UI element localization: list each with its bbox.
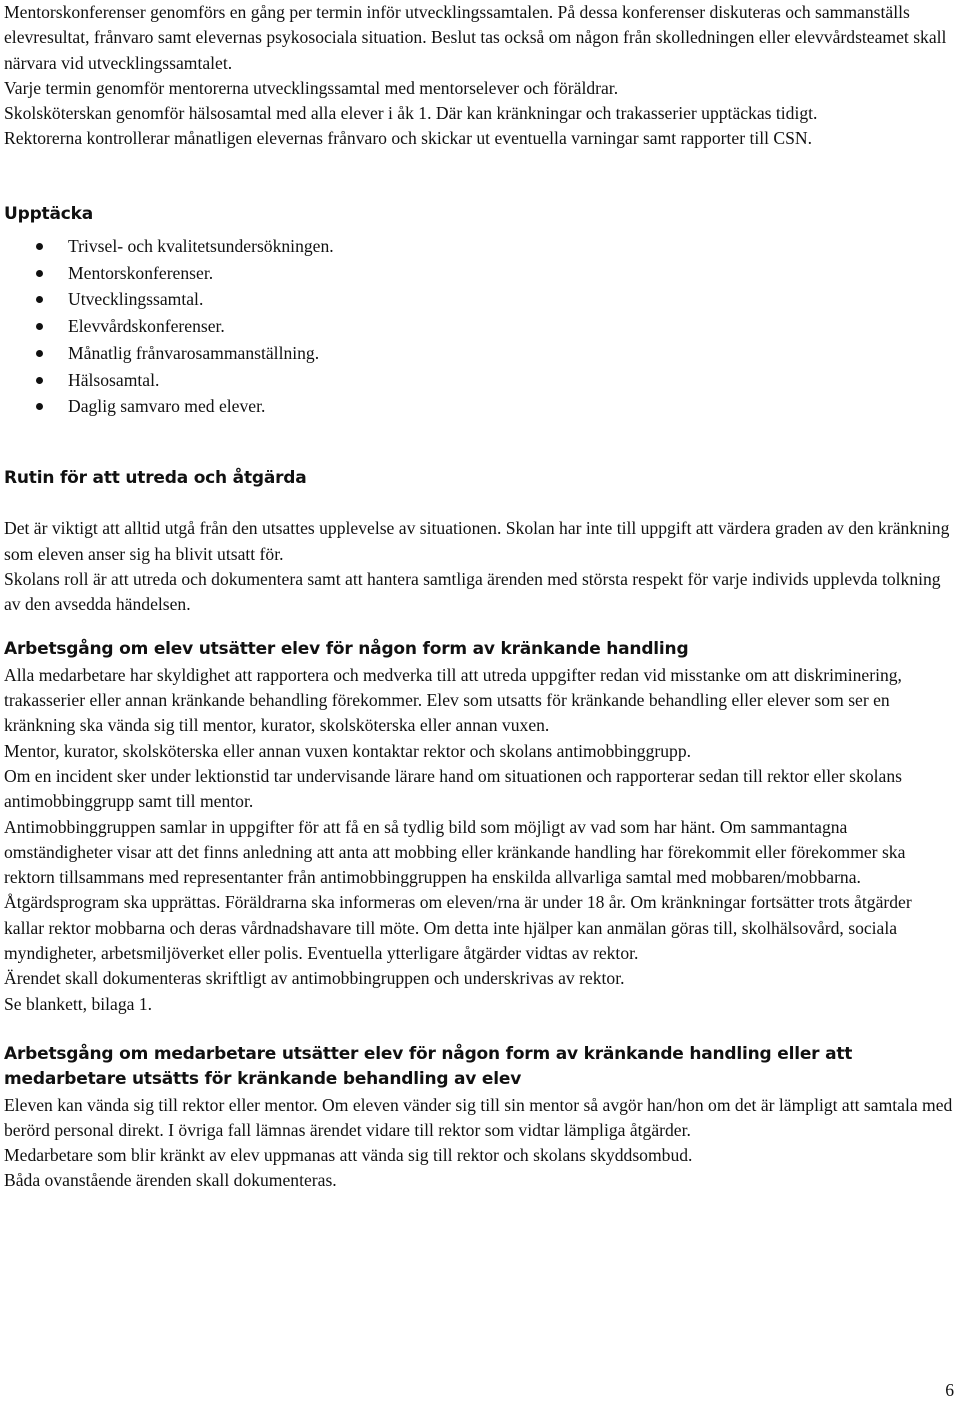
list-item-text: Mentorskonferenser. bbox=[68, 262, 214, 283]
list-item bbox=[4, 286, 956, 313]
arbetsgang-medarbetare-paragraph: Medarbetare som blir kränkt av elev uppmanas att vända sig till rektor och skolans skyddsombud. bbox=[4, 1145, 693, 1166]
document-page bbox=[4, 0, 956, 1194]
list-item-text: Hälsosamtal. bbox=[68, 369, 160, 390]
bullet-icon bbox=[36, 350, 43, 357]
list-item-text: Daglig samvaro med elever. bbox=[68, 396, 266, 417]
intro-section bbox=[4, 0, 956, 152]
list-item bbox=[4, 340, 956, 367]
list-item bbox=[4, 233, 956, 260]
arbetsgang-elev-paragraph: Antimobbinggruppen samlar in uppgifter för att få en så tydlig bild som möjligt av vad som har hänt. Om sammantagna omständigheter visar att det finns anledning att anta att mobbing eller kränkande handling har förekommit eller förekommer ska rektorn tillsammans med representanter från antimobbinggruppen ha enskilda allvarliga samtal med mobbaren/mobbarna. Åtgärdsprogram ska upprättas. Föräldrarna ska informeras om eleven/rna är under 18 år. Om kränkningar fortsätter trots åtgärder kallar rektor mobbarna och deras vårdnadshavare till möte. Om detta inte hjälper kan anmälan göras till, skolhälsovård, sociala myndigheter, arbetsmiljöverket eller polis. Eventuella ytterligare åtgärder vidtas av rektor. bbox=[4, 816, 912, 964]
list-item bbox=[4, 393, 956, 420]
intro-paragraph: Mentorskonferenser genomförs en gång per termin inför utvecklingssamtalen. På dessa konferenser diskuteras och sammanställs elevresultat, frånvaro samt elevernas psykosociala situation. Beslut tas också om någon från skolledningen eller elevvårdsteamet skall närvara vid utvecklingssamtalet. bbox=[4, 2, 947, 73]
arbetsgang-elev-paragraph: Alla medarbetare har skyldighet att rapportera och medverka till att utreda uppgifter redan vid misstanke om att diskriminering, trakasserier eller annan kränkande behandling förekommer. Elev som utsatts för kränkande behandling eller elever som ser en kränkning ska vända sig till mentor, kurator, skolsköterska eller annan vuxen. bbox=[4, 664, 902, 736]
rutin-paragraph: Det är viktigt att alltid utgå från den utsattes upplevelse av situationen. Skolan har inte till uppgift att värdera graden av den kränkning som eleven anser sig ha blivit utsatt för. bbox=[4, 518, 950, 564]
list-item-text: Utvecklingssamtal. bbox=[68, 289, 204, 310]
list-item bbox=[4, 313, 956, 340]
upptacka-list bbox=[4, 233, 956, 420]
arbetsgang-medarbetare-paragraph: Båda ovanstående ärenden skall dokumenteras. bbox=[4, 1170, 337, 1191]
intro-paragraph: Rektorerna kontrollerar månatligen elevernas frånvaro och skickar ut eventuella varningar samt rapporter till CSN. bbox=[4, 128, 813, 149]
rutin-paragraph: Skolans roll är att utreda och dokumentera samt att hantera samtliga ärenden med största respekt för varje individs upplevda tolkning av den avsedda händelsen. bbox=[4, 568, 941, 615]
section-heading-arbetsgang-medarbetare: Arbetsgång om medarbetare utsätter elev för någon form av kränkande handling eller att medarbetare utsätts för kränkande behandling av elev bbox=[4, 1043, 853, 1090]
rutin-section bbox=[4, 516, 956, 617]
arbetsgang-elev-paragraph: Mentor, kurator, skolsköterska eller annan vuxen kontaktar rektor och skolans antimobbinggrupp. bbox=[4, 740, 692, 761]
bullet-icon bbox=[36, 323, 43, 330]
page-number: 6 bbox=[945, 1380, 954, 1400]
bullet-icon bbox=[36, 270, 43, 277]
list-item-text: Månatlig frånvarosammanställning. bbox=[68, 342, 320, 363]
arbetsgang-medarbetare-paragraph: Eleven kan vända sig till rektor eller mentor. Om eleven vänder sig till sin mentor så avgör han/hon om det är lämpligt att samtala med berörd personal direkt. I övriga fall lämnas ärendet vidare till rektor som vidtar lämpliga åtgärder. bbox=[4, 1094, 953, 1140]
list-item-text: Trivsel- och kvalitetsundersökningen. bbox=[68, 236, 334, 257]
section-heading-arbetsgang-elev: Arbetsgång om elev utsätter elev för någon form av kränkande handling bbox=[4, 639, 689, 660]
list-item bbox=[4, 260, 956, 287]
arbetsgang-elev-paragraph: Se blankett, bilaga 1. bbox=[4, 993, 153, 1014]
bullet-icon bbox=[36, 403, 43, 410]
bullet-icon bbox=[36, 243, 43, 250]
section-heading-upptacka: Upptäcka bbox=[4, 203, 93, 224]
section-heading-rutin: Rutin för att utreda och åtgärda bbox=[4, 468, 307, 488]
arbetsgang-elev-section bbox=[4, 663, 956, 1017]
list-item bbox=[4, 367, 956, 394]
intro-paragraph: Varje termin genomför mentorerna utvecklingssamtal med mentorselever och föräldrar. bbox=[4, 77, 619, 98]
arbetsgang-medarbetare-section bbox=[4, 1093, 956, 1194]
list-item-text: Elevvårdskonferenser. bbox=[68, 316, 225, 337]
bullet-icon bbox=[36, 377, 43, 384]
bullet-icon bbox=[36, 296, 43, 303]
intro-paragraph: Skolsköterskan genomför hälsosamtal med alla elever i åk 1. Där kan kränkningar och trakasserier upptäckas tidigt. bbox=[4, 103, 818, 124]
arbetsgang-elev-paragraph: Ärendet skall dokumenteras skriftligt av antimobbingruppen och underskrivas av rektor. bbox=[4, 968, 625, 989]
arbetsgang-elev-paragraph: Om en incident sker under lektionstid tar undervisande lärare hand om situationen och rapporterar sedan till rektor eller skolans antimobbinggrupp samt till mentor. bbox=[4, 765, 902, 812]
